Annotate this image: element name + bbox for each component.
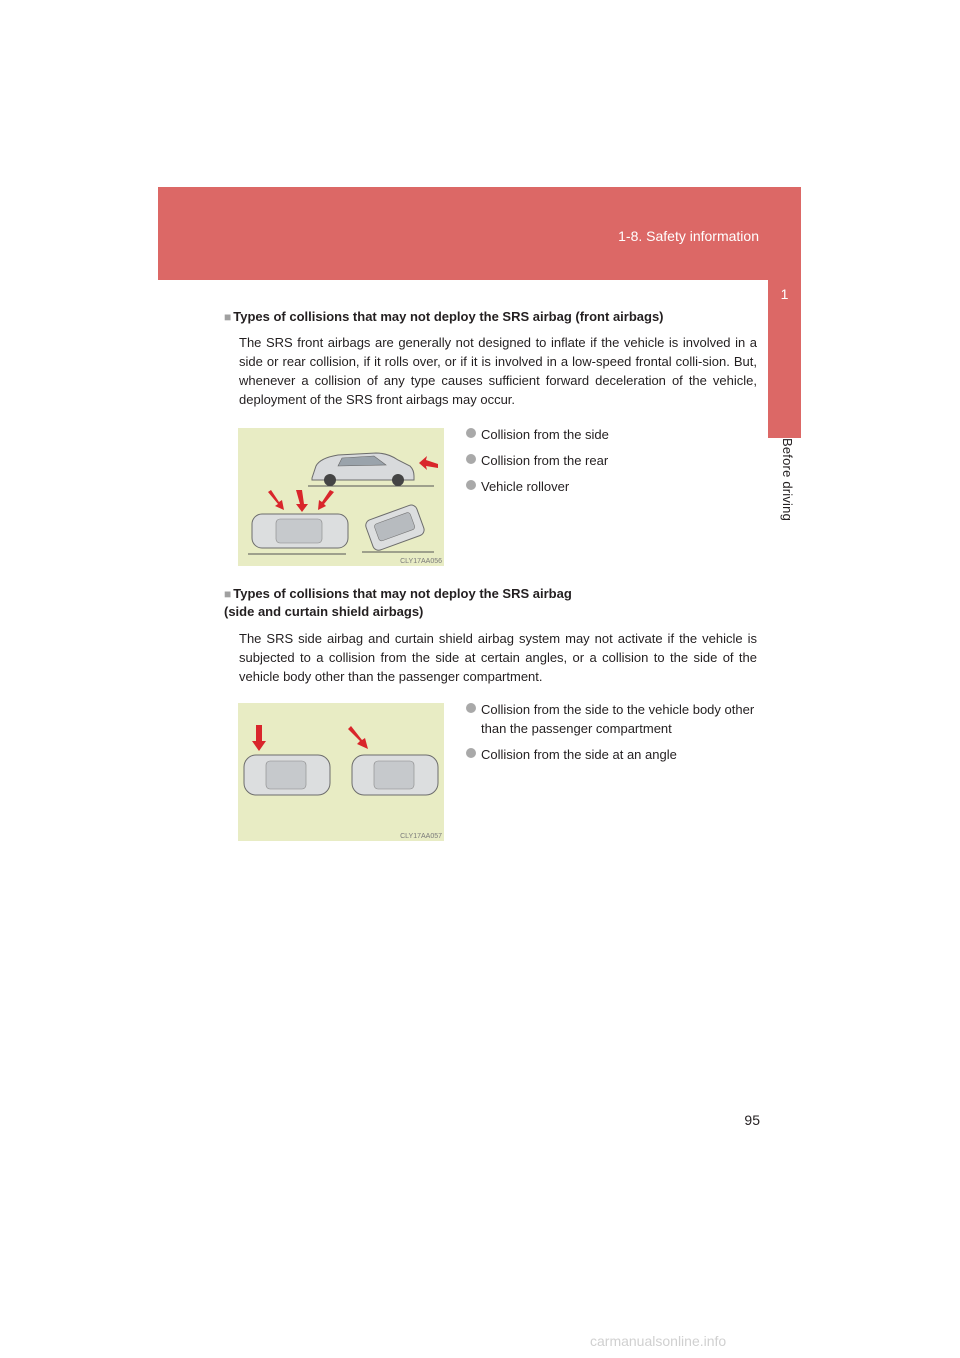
square-bullet-icon: ■ [224,310,232,324]
figure-side-collision-types [238,703,444,841]
body-paragraph-front-airbags: The SRS front airbags are generally not designed to inflate if the vehicle is involved in a side or rear collision, if it rolls over, or if it is involved in a low-speed frontal colli-sion. But, whenever a collision of any type causes sufficient forward deceleration of the vehicle, deployment of the SRS front airbags may occur. [239,335,757,407]
figure-code: CLY17AA056 [400,558,442,565]
list-item [466,451,756,470]
bullet-dot-icon [466,428,476,438]
chapter-number: 1 [780,286,789,302]
section-heading-front-airbags [224,308,764,326]
chapter-label: Before driving [780,438,795,522]
list-item-text: Collision from the side to the vehicle body other than the passenger compartment [481,702,755,736]
body-paragraph-side-airbags: The SRS side airbag and curtain shield airbag system may not activate if the vehicle is subjected to a collision from the side at certain angles, or a collision to the side of the vehicle body other than the passenger compartment. [239,631,757,684]
list-item [466,745,756,764]
bullet-dot-icon [466,454,476,464]
bullet-dot-icon [466,748,476,758]
square-bullet-icon: ■ [224,587,232,601]
bullet-list-front-airbags [466,425,756,503]
list-item [466,477,756,496]
page-number: 95 [744,1112,760,1128]
front-collision-illustration [238,428,444,566]
list-item [466,700,756,738]
header-band [158,187,801,280]
heading-text-line1: Types of collisions that may not deploy the SRS airbag [233,586,572,601]
list-item [466,425,756,444]
bullet-list-side-airbags [466,700,756,771]
section-heading-side-airbags [224,585,764,621]
heading-text: Types of collisions that may not deploy the SRS airbag (front airbags) [233,309,664,324]
watermark: carmanualsonline.info [590,1333,727,1349]
list-item-text: Collision from the side [481,427,609,442]
heading-text-line2: (side and curtain shield airbags) [224,604,424,619]
section-title: 1-8. Safety information [618,228,759,244]
list-item-text: Collision from the rear [481,453,609,468]
figure-front-collision-types [238,428,444,566]
bullet-dot-icon [466,703,476,713]
chapter-tab [768,280,801,438]
figure-code: CLY17AA057 [400,833,442,840]
list-item-text: Collision from the side at an angle [481,747,677,762]
bullet-dot-icon [466,480,476,490]
side-collision-illustration [238,703,444,841]
list-item-text: Vehicle rollover [481,479,570,494]
